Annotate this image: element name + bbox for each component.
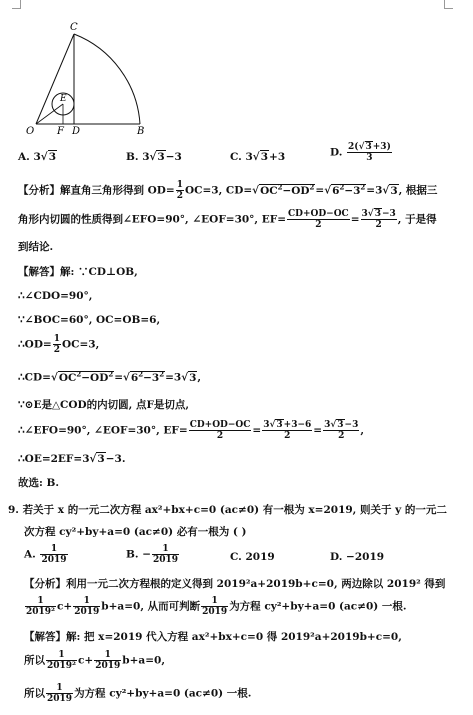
q8-option-a: A. 3√3 [18,151,56,163]
q8-option-b: B. 3√3−3 [126,151,182,163]
q9-stem-line1: 9. 若关于 x 的一元二次方程 ax²+bx+c=0 (ac≠0) 有一根为 x=2019, 则关于 y 的一元二 [8,504,447,516]
q8-solution-line1: 【解答】解: ∵CD⊥OB, [18,266,138,278]
q9-analysis-line1: 【分析】利用一元二次方程根的定义得到 2019²a+2019b+c=0, 两边除以 2019² 得到 [24,578,446,590]
q8-solution-line4: ∴OD= $\frac{1}{2}$ OC=3, [18,334,100,355]
q8-solution-line9: 故选: B. [18,477,60,489]
segment-oc [36,34,74,124]
q8-analysis-line3: 到结论. [18,241,54,253]
q8-analysis-line2: 角形内切圆的性质得到∠EFO=90°, ∠EOF=30°, EF= $\frac{CD+OD-OC}{2}$ = $\frac{3√3-3}{2}$ , 于是得 [18,209,437,230]
label-e: E [60,94,67,104]
label-f: F [57,126,64,137]
label-o: O [26,126,35,137]
q9-option-c: C. 2019 [230,551,275,563]
solution-tag: 【解答】 [18,266,60,278]
q8-solution-line6: ∵⊙E是△COD的内切圆, 点F是切点, [18,399,190,411]
geometry-figure [20,18,160,138]
q8-option-c: C. 3√3+3 [230,151,286,163]
q8-solution-line5: $\therefore CD=√OC^2-OD^2=√6^2-3^2=3√3$, [18,369,202,384]
q9-solution-line2: 所以 $\frac{1}{\text{2019²}}$ c+ $\frac{1}{2019}$ b+a=0, [24,650,165,671]
q9-option-b: B. − $\frac{1}{2019}$ [126,544,179,565]
analysis-tag: 【分析】 [24,578,66,590]
q8-solution-line3: ∵∠BOC=60°, OC=OB=6, [18,314,161,326]
q9-stem-line2: 次方程 cy²+by+a=0 (ac≠0) 必有一根为 ( ) [24,526,247,538]
label-d: D [72,126,81,137]
analysis-tag: 【分析】 [18,184,60,197]
q8-solution-line7: ∴∠EFO=90°, ∠EOF=30°, EF= $\frac{CD+OD-OC}{2}$ = $\frac{3√3+3-6}{2}$ = $\frac{3√3-3}{2}$ , [18,420,364,441]
label-b: B [137,126,145,137]
corner-mark-top-right [444,0,453,9]
q9-option-a: A. $\frac{1}{2019}$ [24,544,67,565]
q8-solution-line2: ∴∠CDO=90°, [18,290,93,302]
q8-solution-line8: ∴OE=2EF=3√3−3. [18,453,126,465]
solution-tag: 【解答】 [24,631,66,643]
arc-cb [74,34,140,124]
q9-solution-line3: 所以 $\frac{1}{2019}$ 为方程 cy²+by+a=0 (ac≠0) 一根. [24,683,252,704]
corner-mark-top-left [12,0,21,9]
label-c: C [70,22,78,33]
q9-solution-line1: 【解答】解: 把 x=2019 代入方程 ax²+bx+c=0 得 2019²a+2019b+c=0, [24,631,402,643]
q8-analysis-line1: 【分析】解直角三角形得到 OD= $\frac{1}{2}$ OC=3, $CD=√OC^2-OD^2=√6^2-3^2=3√3$, 根据三 [18,180,438,201]
q8-option-d: D. $\frac{2(√3+3)}{3}$ [330,142,391,163]
q9-option-d: D. −2019 [330,551,385,563]
q9-analysis-line2: $\frac{1}{\text{2019²}}$ c+ $\frac{1}{2019}$ b+a=0, 从而可判断 $\frac{1}{2019}$ 为方程 cy²+by+a=0 (ac≠0) 一根. [26,596,407,617]
